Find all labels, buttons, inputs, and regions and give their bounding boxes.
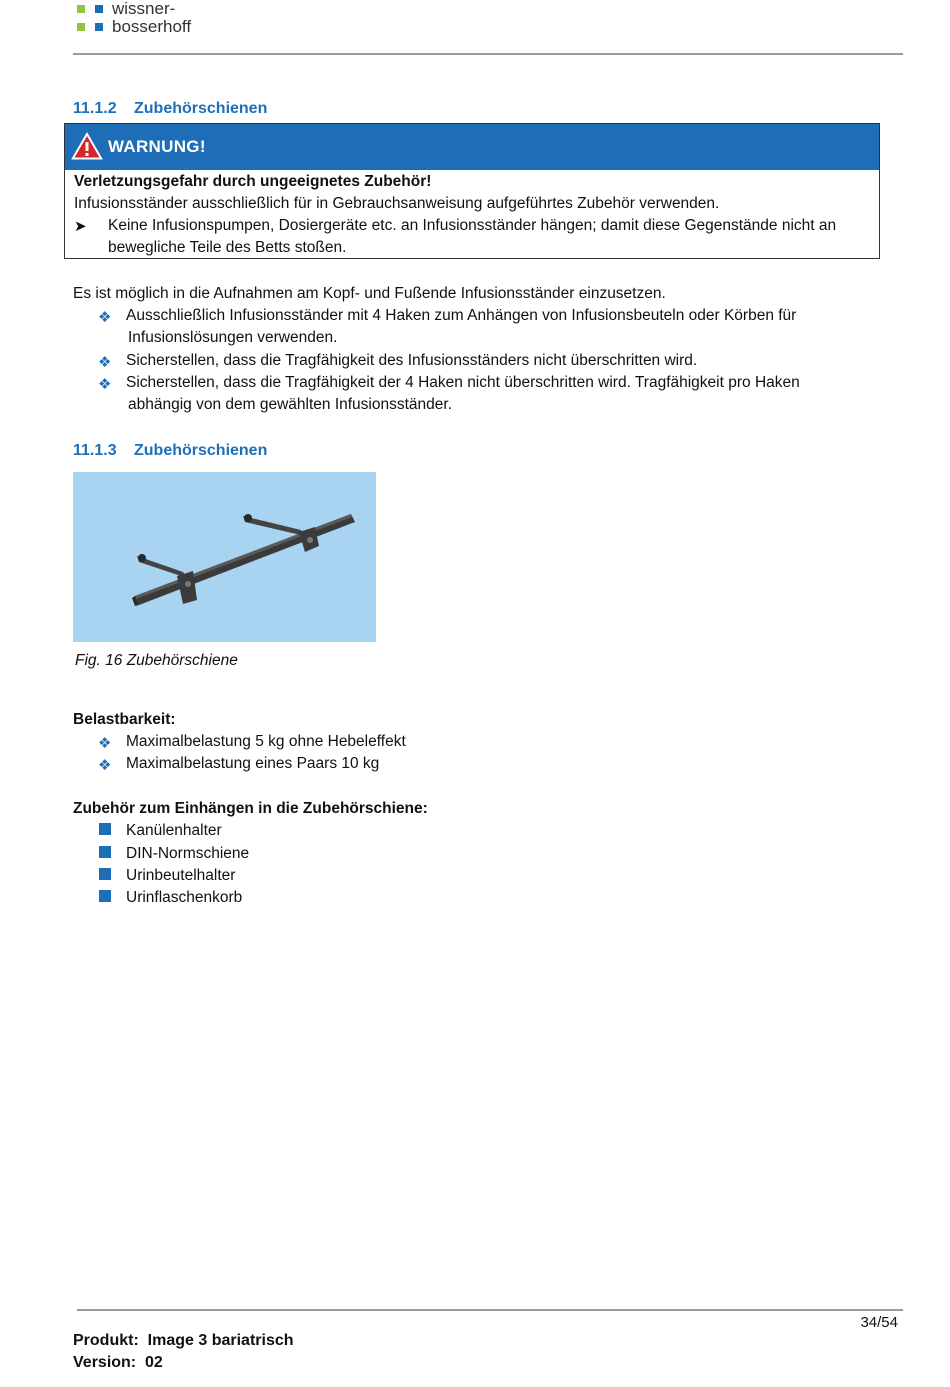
list-item-continuation: abhängig von dem gewählten Infusionsständer.	[128, 396, 453, 413]
arrow-right-circle-icon: ➤	[74, 218, 87, 235]
list-item: Urinflaschenkorb	[126, 889, 243, 906]
product-label: Produkt:	[73, 1332, 139, 1349]
logo-square-green-bottom	[77, 23, 85, 31]
square-bullet-icon	[99, 823, 111, 835]
section-heading-11-1-2	[73, 100, 267, 118]
square-bullet-icon	[99, 846, 111, 858]
logo-line-2: bosserhoff	[112, 17, 192, 36]
logo-square-blue-top	[95, 5, 103, 13]
logo-text	[112, 0, 191, 36]
diamond-bullet-icon: ❖	[98, 735, 112, 752]
warning-triangle-icon	[71, 131, 103, 161]
diamond-bullet-icon: ❖	[98, 354, 112, 371]
list-item: Maximalbelastung 5 kg ohne Hebeleffekt	[126, 733, 406, 750]
footer-divider	[77, 1309, 903, 1311]
list-item: Sicherstellen, dass die Tragfähigkeit des Infusionsständers nicht überschritten wird.	[126, 352, 698, 369]
diamond-bullet-icon: ❖	[98, 309, 112, 326]
warning-action-line-2: bewegliche Teile des Betts stoßen.	[108, 239, 347, 256]
footer-version	[73, 1354, 163, 1372]
section-title: Zubehörschienen	[134, 100, 268, 117]
intro-paragraph: Es ist möglich in die Aufnahmen am Kopf- und Fußende Infusionsständer einzusetzen.	[73, 285, 666, 302]
list-item: Sicherstellen, dass die Tragfähigkeit der 4 Haken nicht überschritten wird. Tragfähigkeit pro Haken	[126, 374, 800, 391]
warning-header	[65, 124, 879, 170]
list-item: DIN-Normschiene	[126, 845, 250, 862]
version-value: 02	[145, 1354, 163, 1371]
square-bullet-icon	[99, 890, 111, 902]
square-bullet-icon	[99, 868, 111, 880]
warning-text: Infusionsständer ausschließlich für in Gebrauchsanweisung aufgeführtes Zubehör verwenden.	[74, 195, 720, 212]
footer-product	[73, 1332, 294, 1350]
diamond-bullet-icon: ❖	[98, 757, 112, 774]
accessory-rail-image	[73, 472, 376, 642]
section-heading-11-1-3	[73, 442, 267, 460]
logo-square-green-top	[77, 5, 85, 13]
diamond-bullet-icon: ❖	[98, 376, 112, 393]
list-item: Ausschließlich Infusionsständer mit 4 Haken zum Anhängen von Infusionsbeuteln oder Körben für	[126, 307, 797, 324]
figure-caption: Fig. 16 Zubehörschiene	[75, 652, 238, 669]
product-value: Image 3 bariatrisch	[147, 1332, 294, 1349]
warning-action-line-1: Keine Infusionspumpen, Dosiergeräte etc. an Infusionsständer hängen; damit diese Gegenstände nicht an	[108, 217, 837, 234]
warning-label: WARNUNG!	[108, 137, 206, 156]
logo-line-1: wissner-	[112, 0, 176, 18]
page-number: 34/54	[860, 1314, 898, 1331]
version-label: Version:	[73, 1354, 137, 1371]
section-number: 11.1.2	[73, 100, 117, 117]
list-item: Kanülenhalter	[126, 822, 222, 839]
list-item: Urinbeutelhalter	[126, 867, 236, 884]
list-item: Maximalbelastung eines Paars 10 kg	[126, 755, 380, 772]
section-number: 11.1.3	[73, 442, 117, 459]
logo-square-blue-bottom	[95, 23, 103, 31]
warning-heading: Verletzungsgefahr durch ungeeignetes Zubehör!	[74, 173, 432, 190]
load-heading: Belastbarkeit:	[73, 711, 176, 728]
list-item-continuation: Infusionslösungen verwenden.	[128, 329, 338, 346]
accessory-rail-drawing	[73, 472, 376, 642]
warning-box	[64, 123, 880, 259]
header-divider	[73, 53, 903, 55]
accessories-heading: Zubehör zum Einhängen in die Zubehörschiene:	[73, 800, 428, 817]
section-title: Zubehörschienen	[134, 442, 268, 459]
